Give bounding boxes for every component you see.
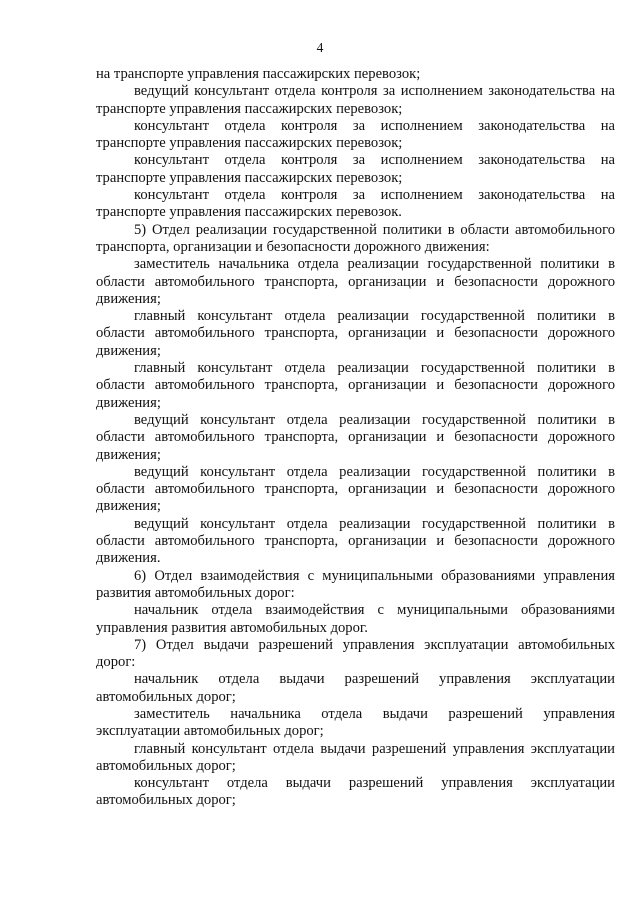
paragraph: консультант отдела выдачи разрешений управления эксплуатации автомобильных дорог;	[96, 775, 615, 809]
paragraph: на транспорте управления пассажирских перевозок;	[96, 66, 421, 82]
paragraph: ведущий консультант отдела реализации государственной политики в области автомобильного транспорта, организации и безопасности дорожного движения;	[96, 411, 615, 463]
paragraph: заместитель начальника отдела реализации государственной политики в области автомобильного транспорта, организации и безопасности дорожного движения;	[96, 256, 615, 307]
paragraph: консультант отдела контроля за исполнением законодательства на транспорте управления пассажирских перевозок;	[96, 117, 615, 152]
paragraph: начальник отдела выдачи разрешений управления эксплуатации автомобильных дорог;	[96, 671, 615, 705]
paragraph: 7) Отдел выдачи разрешений управления эксплуатации автомобильных дорог:	[96, 636, 615, 671]
paragraph: 6) Отдел взаимодействия с муниципальными образованиями управления развития автомобильных дорог:	[96, 567, 615, 601]
paragraph: начальник отдела взаимодействия с муниципальными образованиями управления развития автомобильных дорог.	[96, 602, 615, 636]
paragraph: главный консультант отдела реализации государственной политики в области автомобильного транспорта, организации и безопасности дорожного движения;	[96, 308, 615, 359]
paragraph: заместитель начальника отдела выдачи разрешений управления эксплуатации автомобильных дорог;	[96, 705, 615, 740]
paragraph: ведущий консультант отдела реализации государственной политики в области автомобильного транспорта, организации и безопасности дорожного движения.	[96, 515, 615, 567]
paragraph: консультант отдела контроля за исполнением законодательства на транспорте управления пассажирских перевозок.	[96, 187, 615, 221]
paragraph: главный консультант отдела реализации государственной политики в области автомобильного транспорта, организации и безопасности дорожного движения;	[96, 360, 615, 411]
page-number: 4	[316, 40, 324, 55]
paragraph: консультант отдела контроля за исполнением законодательства на транспорте управления пассажирских перевозок;	[96, 152, 615, 186]
document-body	[96, 66, 615, 810]
paragraph: главный консультант отдела выдачи разрешений управления эксплуатации автомобильных дорог;	[96, 740, 615, 774]
paragraph: 5) Отдел реализации государственной политики в области автомобильного транспорта, организации и безопасности дорожного движения:	[96, 221, 615, 255]
paragraph: ведущий консультант отдела реализации государственной политики в области автомобильного транспорта, организации и безопасности дорожного движения;	[96, 463, 615, 515]
paragraph: ведущий консультант отдела контроля за исполнением законодательства на транспорте управления пассажирских перевозок;	[96, 83, 615, 117]
